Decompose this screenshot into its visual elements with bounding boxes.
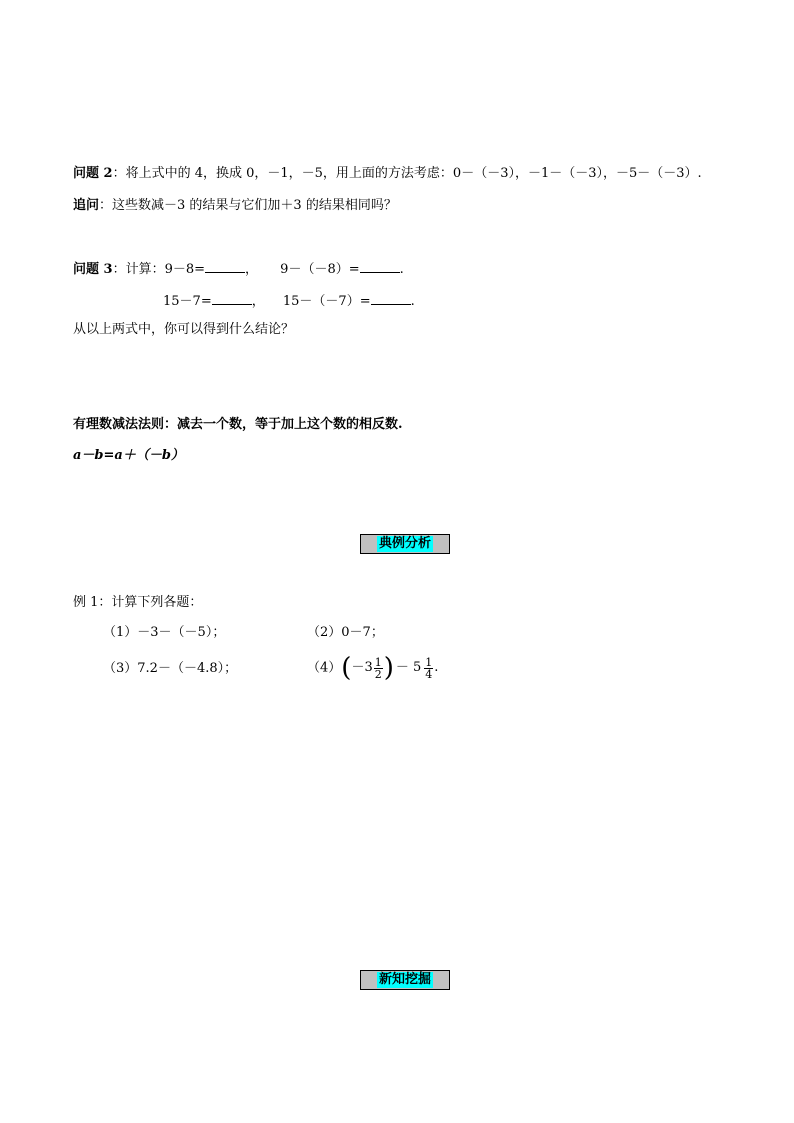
fraction-2-numerator: 1 (425, 655, 433, 669)
answer-blank[interactable] (360, 259, 400, 273)
problem-3: （3）7.2－（－4.8）； (103, 661, 238, 676)
section-title: 新知挖掘 (378, 972, 431, 987)
question-3 (73, 259, 404, 279)
fraction-2 (424, 657, 433, 680)
followup-label: 追问 (73, 198, 100, 213)
problem-4-label: （4） (307, 660, 342, 676)
expr-3: 15－7= (163, 294, 212, 309)
period: . (434, 660, 439, 675)
period: . (410, 294, 415, 309)
minus-whole-2: － 5 (395, 660, 422, 675)
question-3-label: 问题 3 (73, 262, 113, 277)
problem-4 (307, 650, 438, 687)
question-2 (73, 165, 702, 183)
rule-formula: a－b=a＋（－b） (73, 448, 184, 463)
mixed-expression (341, 650, 438, 686)
section-header-examples (360, 534, 450, 554)
followup-text: ：这些数减－3 的结果与它们加＋3 的结果相同吗？ (99, 198, 397, 213)
expr-4: 15－（－7）= (282, 294, 371, 309)
problem-2: （2）0－7； (307, 625, 384, 640)
question-3-intro: ：计算：9－8= (112, 262, 206, 277)
whole-part-1: －3 (351, 660, 373, 675)
question-2-text: ：将上式中的 4，换成 0，－1，－5，用上面的方法考虑：0－（－3），－1－（－3），－5－（－3）. (112, 166, 702, 181)
conclusion-question: 从以上两式中，你可以得到什么结论？ (73, 322, 295, 337)
separator: ， (251, 294, 265, 309)
problem-1: （1）－3－（－5）； (103, 625, 226, 640)
fraction-1-denominator: 2 (374, 667, 382, 681)
example-1-title: 例 1：计算下列各题： (73, 595, 203, 610)
section-header-new-knowledge (360, 970, 450, 990)
section-title: 典例分析 (378, 536, 431, 551)
subtraction-rule: 有理数减法法则：减去一个数，等于加上这个数的相反数. (73, 417, 403, 432)
expr-2: 9－（－8）= (280, 262, 360, 277)
question-3-line-2 (163, 291, 415, 311)
right-paren: ) (383, 653, 394, 683)
answer-blank[interactable] (212, 291, 252, 305)
separator: ， (245, 262, 259, 277)
fraction-2-denominator: 4 (425, 667, 433, 681)
answer-blank[interactable] (205, 259, 245, 273)
left-paren: ( (341, 653, 352, 683)
question-2-label: 问题 2 (73, 166, 113, 181)
answer-blank[interactable] (371, 291, 411, 305)
fraction-1 (374, 657, 383, 680)
question-2-followup (73, 197, 397, 215)
period: . (399, 262, 404, 277)
fraction-1-numerator: 1 (374, 655, 382, 669)
